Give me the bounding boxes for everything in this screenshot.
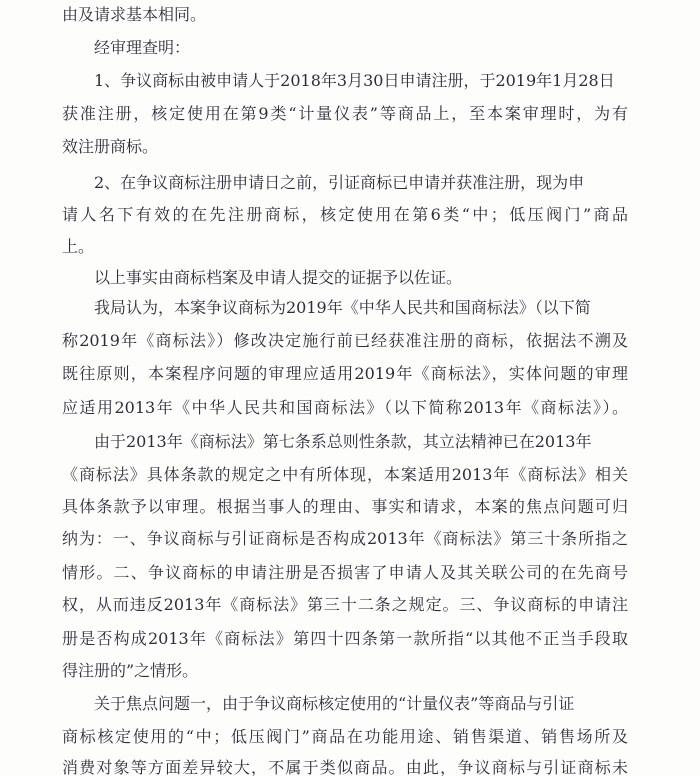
text-line: 册是否构成2013年《商标法》第四十四条第一款所指“以其他不正当手段取	[62, 629, 628, 648]
text-line: 关于焦点问题一，由于争议商标核定使用的“计量仪表”等商品与引证	[94, 694, 575, 713]
text-line: 应适用2013年《中华人民共和国商标法》（以下简称2013年《商标法》）。	[62, 398, 628, 417]
text-line: 效注册商标。	[62, 137, 159, 156]
text-line: 1、争议商标由被申请人于2018年3月30日申请注册，于2019年1月28日	[94, 71, 615, 90]
text-line: 以上事实由商标档案及申请人提交的证据予以佐证。	[94, 268, 463, 287]
text-line: 称2019年《商标法》）修改决定施行前已经获准注册的商标，依据法不溯及	[62, 331, 628, 350]
text-line: 权，从而违反2013年《商标法》第三十二条之规定。三、争议商标的申请注	[62, 595, 628, 614]
text-line: 获准注册，核定使用在第9类“计量仪表”等商品上，至本案审理时，为有	[62, 104, 628, 123]
text-line: 由于2013年《商标法》第七条系总则性条款，其立法精神已在2013年	[94, 432, 592, 451]
text-line: 具体条款予以审理。根据当事人的理由、事实和请求，本案的焦点问题可归	[62, 497, 628, 516]
text-line: 我局认为，本案争议商标为2019年《中华人民共和国商标法》（以下简	[94, 298, 591, 317]
text-line: 商标核定使用的“中；低压阀门”商品在功能用途、销售渠道、销售场所及	[62, 727, 628, 746]
text-line: 经审理查明：	[94, 38, 191, 57]
text-line: 消费对象等方面差异较大，不属于类似商品。由此，争议商标与引证商标未	[62, 758, 628, 776]
text-line: 2、在争议商标注册申请日之前，引证商标已申请并获准注册，现为申	[94, 173, 585, 192]
text-line: 由及请求基本相同。	[62, 5, 207, 24]
text-line: 情形。二、争议商标的申请注册是否损害了申请人及其关联公司的在先商号	[62, 563, 628, 582]
text-line: 请人名下有效的在先注册商标，核定使用在第6类“中；低压阀门”商品	[62, 205, 628, 224]
text-line: 纳为：一、争议商标与引证商标是否构成2013年《商标法》第三十条所指之	[62, 529, 628, 548]
text-line: 得注册的”之情形。	[62, 661, 199, 680]
text-line: 既往原则，本案程序问题的审理应适用2019年《商标法》，实体问题的审理	[62, 364, 628, 383]
text-line: 《商标法》具体条款的规定之中有所体现，本案适用2013年《商标法》相关	[62, 465, 628, 484]
text-line: 上。	[62, 237, 95, 256]
